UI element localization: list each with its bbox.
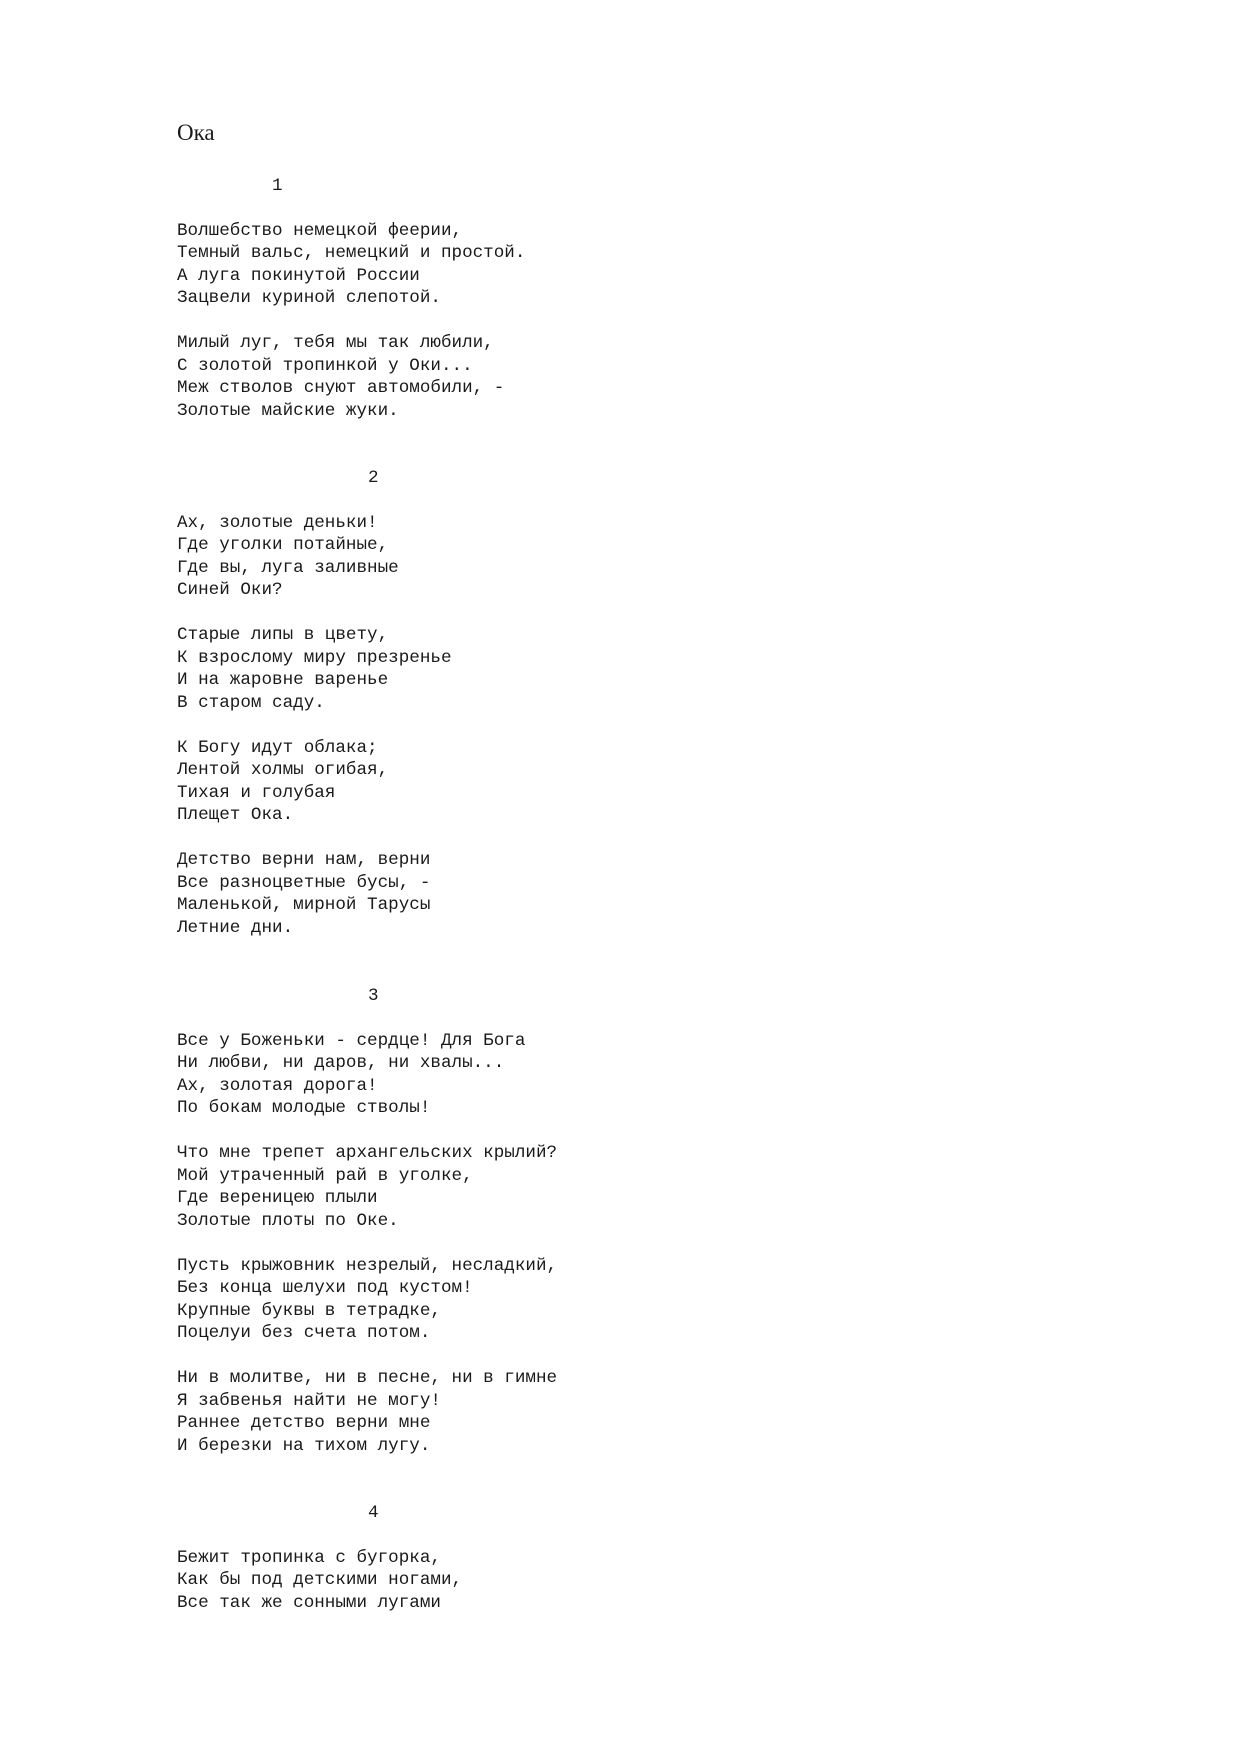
verse-line: Все разноцветные бусы, - (177, 872, 431, 893)
stanza (177, 512, 977, 602)
verse-line: Волшебство немецкой феерии, (177, 220, 463, 241)
stanza (177, 624, 977, 714)
verse-line: И березки на тихом лугу. (177, 1435, 431, 1456)
verse-line: Темный вальс, немецкий и простой. (177, 243, 526, 263)
part-number: 2 (368, 468, 379, 488)
stanza (177, 1367, 977, 1457)
verse-line: Ах, золотая дорога! (177, 1075, 378, 1096)
verse-line: В старом саду. (177, 692, 325, 713)
stanza (177, 1030, 977, 1120)
verse-line: К взрослому миру презренье (177, 647, 452, 668)
stanza-list (177, 1030, 977, 1458)
verse-line: Где вереницею плыли (177, 1188, 378, 1208)
verse-line: Пусть крыжовник незрелый, несладкий, (177, 1255, 558, 1276)
verse-line: Летние дни. (177, 917, 294, 938)
part-number: 3 (368, 986, 379, 1006)
stanza-list (177, 1547, 977, 1615)
verse-line: Золотые плоты по Оке. (177, 1210, 399, 1231)
verse-line: Ни в молитве, ни в песне, ни в гимне (177, 1368, 558, 1388)
verse-line: С золотой тропинкой у Оки... (177, 355, 473, 376)
verse-line: Ни любви, ни даров, ни хвалы... (177, 1053, 505, 1073)
poem-part-2 (177, 467, 977, 939)
stanza (177, 1255, 977, 1345)
verse-line: И на жаровне варенье (177, 670, 389, 690)
stanza (177, 332, 977, 422)
part-number: 1 (272, 176, 283, 196)
stanza-list (177, 512, 977, 940)
verse-line: Все так же сонными лугами (177, 1592, 441, 1613)
verse-line: Милый луг, тебя мы так любили, (177, 333, 494, 353)
verse-line: Золотые майские жуки. (177, 400, 399, 421)
verse-line: Как бы под детскими ногами, (177, 1570, 463, 1590)
poem-title: Ока (177, 120, 215, 145)
verse-line: Я забвенья найти не могу! (177, 1390, 441, 1411)
verse-line: Мой утраченный рай в уголке, (177, 1165, 473, 1186)
verse-line: Маленькой, мирной Тарусы (177, 895, 431, 915)
verse-line: Лентой холмы огибая, (177, 760, 389, 780)
verse-line: Раннее детство верни мне (177, 1413, 431, 1433)
verse-line: Что мне трепет архангельских крылий? (177, 1143, 558, 1163)
verse-line: Бежит тропинка с бугорка, (177, 1547, 441, 1568)
verse-line: По бокам молодые стволы! (177, 1098, 431, 1118)
verse-line: Меж стволов снуют автомобили, - (177, 378, 505, 398)
stanza (177, 1142, 977, 1232)
verse-line: Где вы, луга заливные (177, 557, 399, 578)
stanza (177, 1547, 977, 1615)
verse-line: К Богу идут облака; (177, 737, 378, 758)
stanza (177, 737, 977, 827)
stanza (177, 849, 977, 939)
verse-line: Поцелуи без счета потом. (177, 1323, 431, 1343)
poem-part-1 (177, 175, 977, 422)
verse-line: Все у Боженьки - сердце! Для Бога (177, 1030, 526, 1051)
verse-line: А луга покинутой России (177, 265, 420, 286)
verse-line: Старые липы в цвету, (177, 625, 389, 645)
poem-part-3 (177, 985, 977, 1457)
verse-line: Детство верни нам, верни (177, 850, 431, 870)
verse-line: Крупные буквы в тетрадке, (177, 1300, 441, 1321)
verse-line: Без конца шелухи под кустом! (177, 1278, 473, 1298)
poem-part-4 (177, 1502, 977, 1614)
verse-line: Плещет Ока. (177, 805, 294, 825)
stanza-list (177, 220, 977, 423)
verse-line: Ах, золотые деньки! (177, 512, 378, 533)
verse-line: Тихая и голубая (177, 782, 336, 803)
verse-line: Зацвели куриной слепотой. (177, 288, 441, 308)
verse-line: Где уголки потайные, (177, 535, 389, 555)
part-number: 4 (368, 1503, 379, 1523)
verse-line: Синей Оки? (177, 580, 283, 600)
stanza (177, 220, 977, 310)
